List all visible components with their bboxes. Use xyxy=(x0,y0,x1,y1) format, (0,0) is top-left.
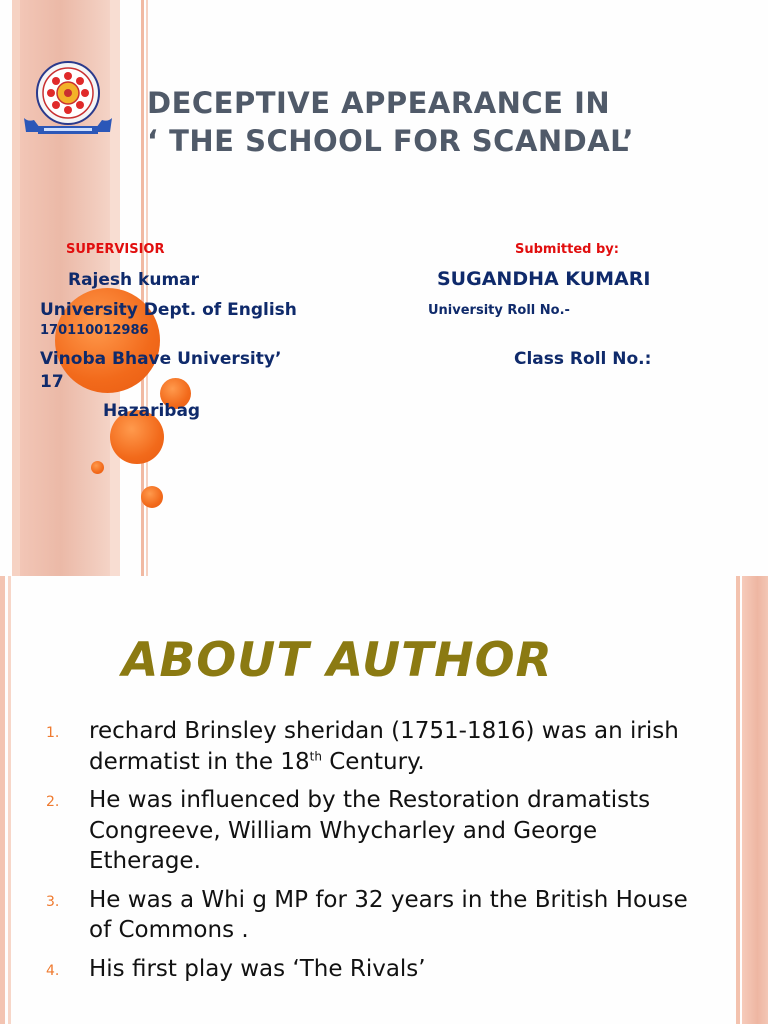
list-item xyxy=(46,954,696,986)
list-number: 2. xyxy=(46,794,60,810)
student-name: SUGANDHA KUMARI xyxy=(437,268,651,290)
section-heading: ABOUT AUTHOR xyxy=(122,633,553,688)
about-author-slide xyxy=(0,576,768,1024)
class-roll-label: Class Roll No.: xyxy=(514,349,652,369)
decorative-strip xyxy=(12,0,20,576)
supervisor-university: Vinoba Bhave University’ xyxy=(40,349,282,369)
author-facts-list xyxy=(46,716,696,994)
supervisor-city: Hazaribag xyxy=(103,401,201,421)
list-item xyxy=(46,716,696,777)
list-number: 1. xyxy=(46,725,60,741)
list-item xyxy=(46,785,696,877)
submitted-by-label: Submitted by: xyxy=(515,242,619,257)
list-text: rechard Brinsley sheridan (1751-1816) was an irish dermatist in the 18th Century. xyxy=(89,718,679,775)
list-text: He was influenced by the Restoration dramatists Congreeve, William Whycharley and George Etherage. xyxy=(89,787,651,874)
class-roll-value: 17 xyxy=(40,372,64,392)
list-number: 4. xyxy=(46,962,60,979)
decorative-strip xyxy=(8,576,11,1024)
list-text: His first play was ‘The Rivals’ xyxy=(89,955,426,982)
university-roll-value: 170110012986 xyxy=(40,323,149,338)
superscript: th xyxy=(309,748,322,763)
title-line-2: ‘ THE SCHOOL FOR SCANDAL’ xyxy=(147,124,635,158)
list-number: 3. xyxy=(46,893,60,910)
list-text: He was a Whi g MP for 32 years in the British House of Commons . xyxy=(89,886,688,943)
decorative-strip xyxy=(742,576,768,1024)
decorative-strip xyxy=(736,576,740,1024)
supervisor-label: SUPERVISIOR xyxy=(66,242,165,257)
supervisor-department: University Dept. of English xyxy=(40,300,297,320)
university-logo-icon xyxy=(22,60,114,140)
decorative-strip xyxy=(0,576,5,1024)
page-title xyxy=(147,84,747,160)
decorative-circle xyxy=(141,486,163,508)
supervisor-name: Rajesh kumar xyxy=(68,270,200,290)
decorative-circle xyxy=(91,461,104,474)
university-roll-label: University Roll No.- xyxy=(428,303,570,318)
title-line-1: DECEPTIVE APPEARANCE IN xyxy=(147,86,611,120)
list-item xyxy=(46,885,696,946)
